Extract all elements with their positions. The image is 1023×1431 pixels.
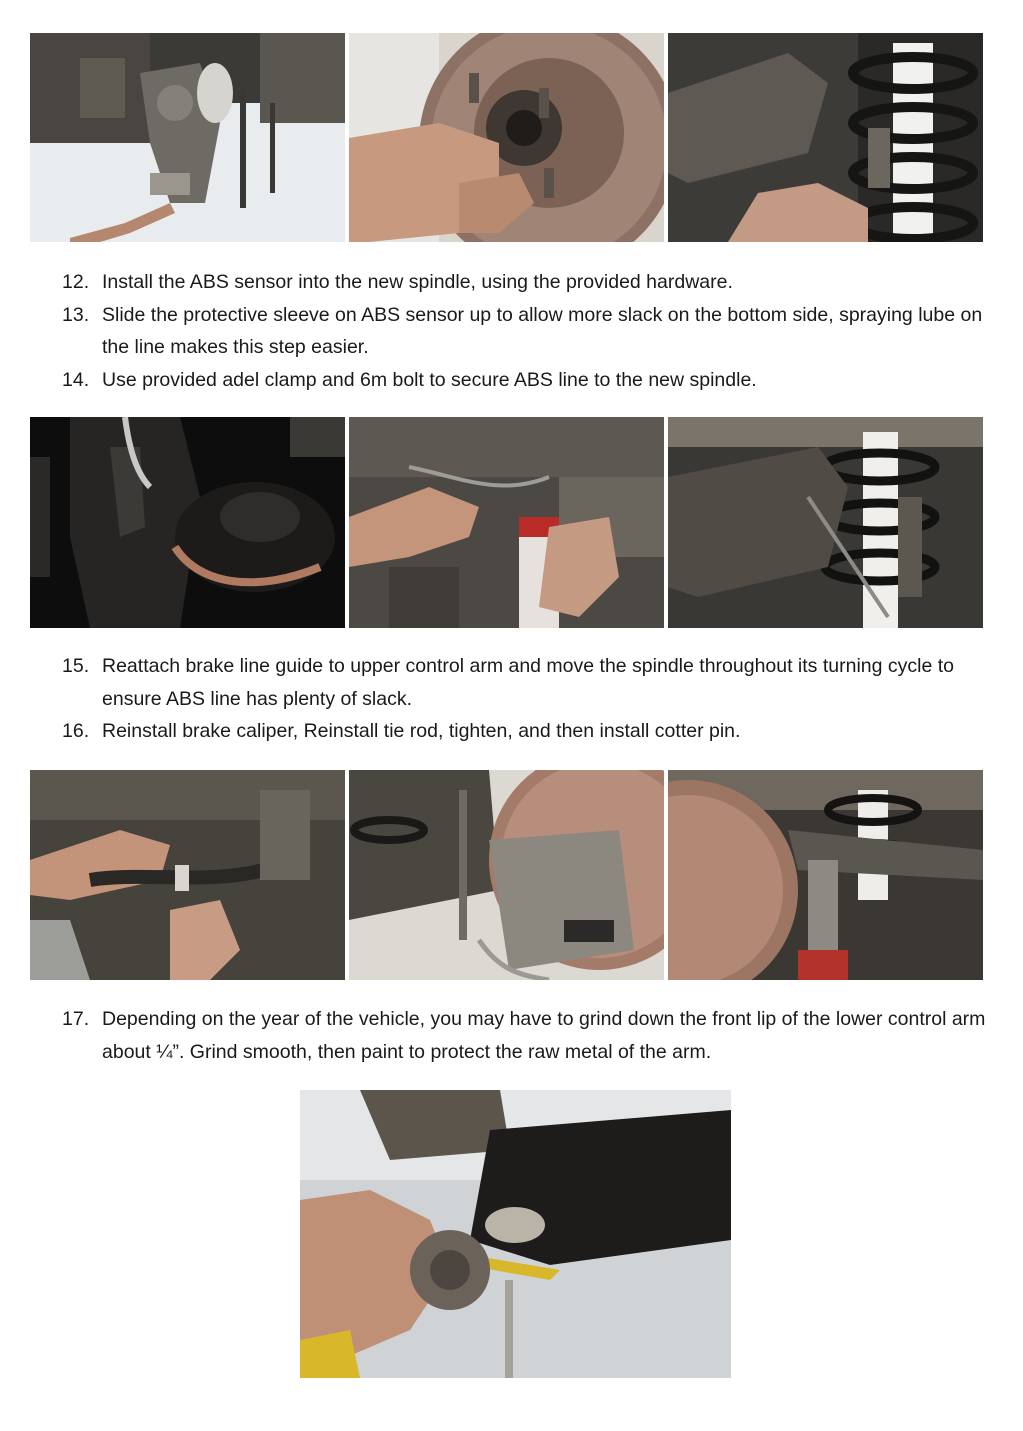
step-number: 17. (62, 1008, 90, 1030)
step-item (62, 1003, 987, 1068)
photo-row-3 (30, 770, 983, 980)
photo-brake-caliper (349, 770, 664, 980)
photo-grind-control-arm (300, 1090, 731, 1378)
step-text: Use provided adel clamp and 6m bolt to secure ABS line to the new spindle. (102, 368, 757, 391)
step-number: 14. (62, 368, 90, 391)
step-list-15-16 (62, 650, 987, 748)
step-number: 13. (62, 303, 90, 326)
step-number: 15. (62, 655, 90, 677)
step-item (62, 364, 987, 397)
step-number: 12. (62, 271, 90, 293)
step-item (62, 266, 987, 299)
photo-row-2 (30, 417, 983, 628)
step-text: Depending on the year of the vehicle, you may have to grind down the front lip of the lower control arm about ¼”. Grind smooth, then paint to protect the raw metal of the arm. (102, 1008, 986, 1063)
step-item (62, 715, 987, 748)
photo-spray-lube (349, 417, 664, 628)
photo-spindle-install (30, 33, 345, 242)
step-text: Slide the protective sleeve on ABS sensor up to allow more slack on the bottom side, spraying lube on the line makes this step easier. (102, 303, 983, 358)
step-text: Install the ABS sensor into the new spindle, using the provided hardware. (102, 271, 733, 293)
step-text: Reinstall brake caliper, Reinstall tie rod, tighten, and then install cotter pin. (102, 720, 741, 742)
photo-tie-rod (668, 770, 983, 980)
step-list-12-14 (62, 266, 987, 396)
step-item (62, 299, 987, 364)
step-text: Reattach brake line guide to upper control arm and move the spindle throughout its turning cycle to ensure ABS line has plenty of slack. (102, 655, 955, 710)
photo-adel-clamp (30, 770, 345, 980)
photo-abs-sensor (668, 33, 983, 242)
photo-spindle-closeup (30, 417, 345, 628)
photo-hub-rotor (349, 33, 664, 242)
step-number: 16. (62, 720, 90, 742)
photo-brake-line-guide (668, 417, 983, 628)
step-item (62, 650, 987, 715)
photo-row-1 (30, 33, 983, 242)
step-list-17 (62, 1003, 987, 1068)
